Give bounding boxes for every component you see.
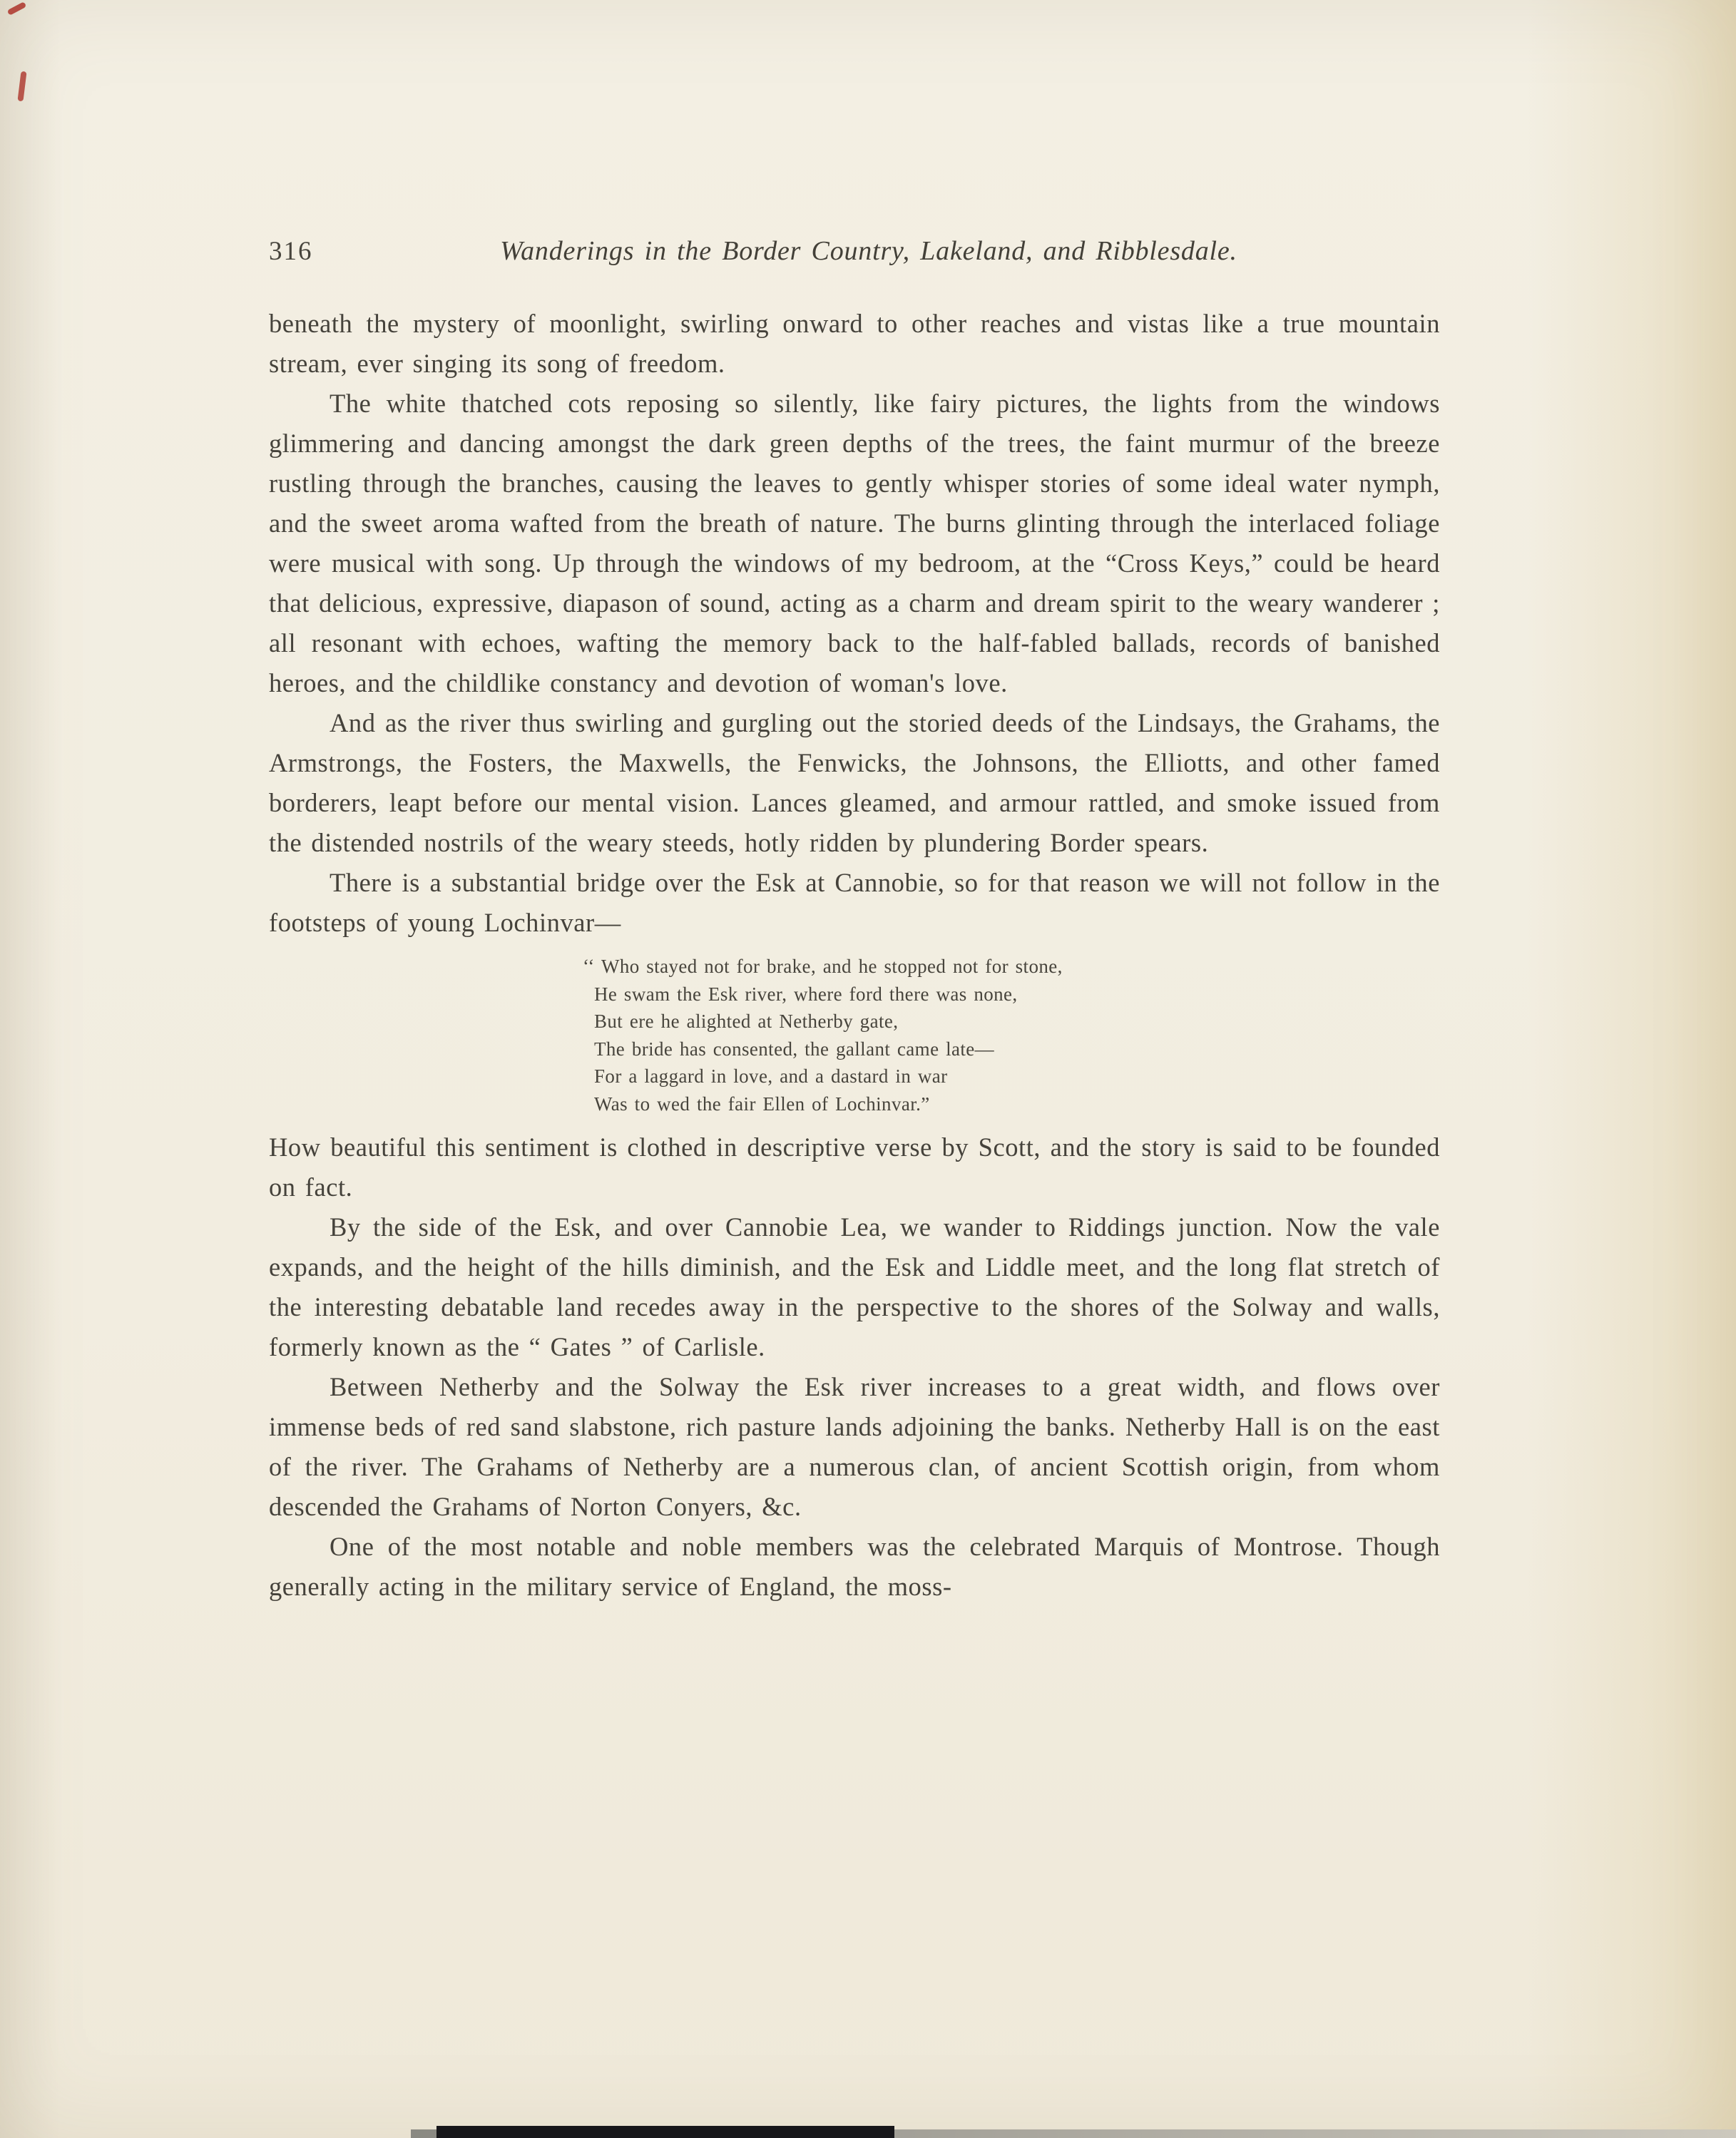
page-header (269, 235, 1440, 267)
body-paragraph: How beautiful this sentiment is clothed in descriptive verse by Scott, and the story is said to be founded on fact. (269, 1132, 1440, 1202)
body-paragraph: The white thatched cots reposing so silently, like fairy pictures, the lights from the windows glimmering and dancing amongst the dark green depths of the trees, the faint murmur of the breeze rustling through the branches, causing the leaves to gently whisper stories of some ideal water nymph, and the sweet aroma wafted from the breath of nature. The burns glinting through the interlaced foliage were musical with song. Up through the windows of my bedroom, at the “Cross Keys,” could be heard that delicious, expressive, diapason of sound, acting as a charm and dream spirit to the weary wanderer ; all resonant with echoes, wafting the memory back to the half-fabled ballads, records of banished heroes, and the childlike constancy and devotion of woman's love. (269, 389, 1440, 697)
running-title: Wanderings in the Border Country, Lakeland, and Ribblesdale. (500, 236, 1237, 266)
scan-edge-strip (436, 2126, 894, 2138)
verse-line: The bride has consented, the gallant came late— (594, 1038, 995, 1060)
verse-line: For a laggard in love, and a dastard in war (594, 1065, 948, 1087)
body-paragraph: By the side of the Esk, and over Cannobie Lea, we wander to Riddings junction. Now the vale expands, and the height of the hills diminish, and the Esk and Liddle meet, and the long flat stretch of the interesting debatable land recedes away in the perspective to the shores of the Solway and walls, formerly known as the “ Gates ” of Carlisle. (269, 1212, 1440, 1361)
verse-block (583, 953, 1440, 1117)
verse-line: ‘‘ Who stayed not for brake, and he stopped not for stone, (583, 956, 1063, 977)
body-paragraph: One of the most notable and noble members was the celebrated Marquis of Montrose. Though generally acting in the military service of England, the moss- (269, 1532, 1440, 1601)
verse-line: Was to wed the fair Ellen of Lochinvar.” (594, 1093, 930, 1115)
body-paragraph: beneath the mystery of moonlight, swirling onward to other reaches and vistas like a true mountain stream, ever singing its song of freedom. (269, 309, 1440, 378)
page-number: 316 (269, 237, 313, 266)
page-content (269, 235, 1440, 1607)
red-pen-mark-icon (17, 71, 26, 102)
body-paragraph: Between Netherby and the Solway the Esk river increases to a great width, and flows over immense beds of red sand slabstone, rich pasture lands adjoining the banks. Netherby Hall is on the east of the river. The Grahams of Netherby are a numerous clan, of ancient Scottish origin, from whom descended the Grahams of Norton Conyers, &c. (269, 1372, 1440, 1521)
body-paragraph: There is a substantial bridge over the Esk at Cannobie, so for that reason we will not follow in the footsteps of young Lochinvar— (269, 868, 1440, 937)
red-pen-mark-icon (7, 1, 27, 16)
verse-line: But ere he alighted at Netherby gate, (594, 1011, 899, 1032)
body-paragraph: And as the river thus swirling and gurgling out the storied deeds of the Lindsays, the Grahams, the Armstrongs, the Fosters, the Maxwells, the Fenwicks, the Johnsons, the Elliotts, and other famed borderers, leapt before our mental vision. Lances gleamed, and armour rattled, and smoke issued from the distended nostrils of the weary steeds, hotly ridden by plundering Border spears. (269, 708, 1440, 857)
verse-line: He swam the Esk river, where ford there was none, (594, 983, 1018, 1005)
